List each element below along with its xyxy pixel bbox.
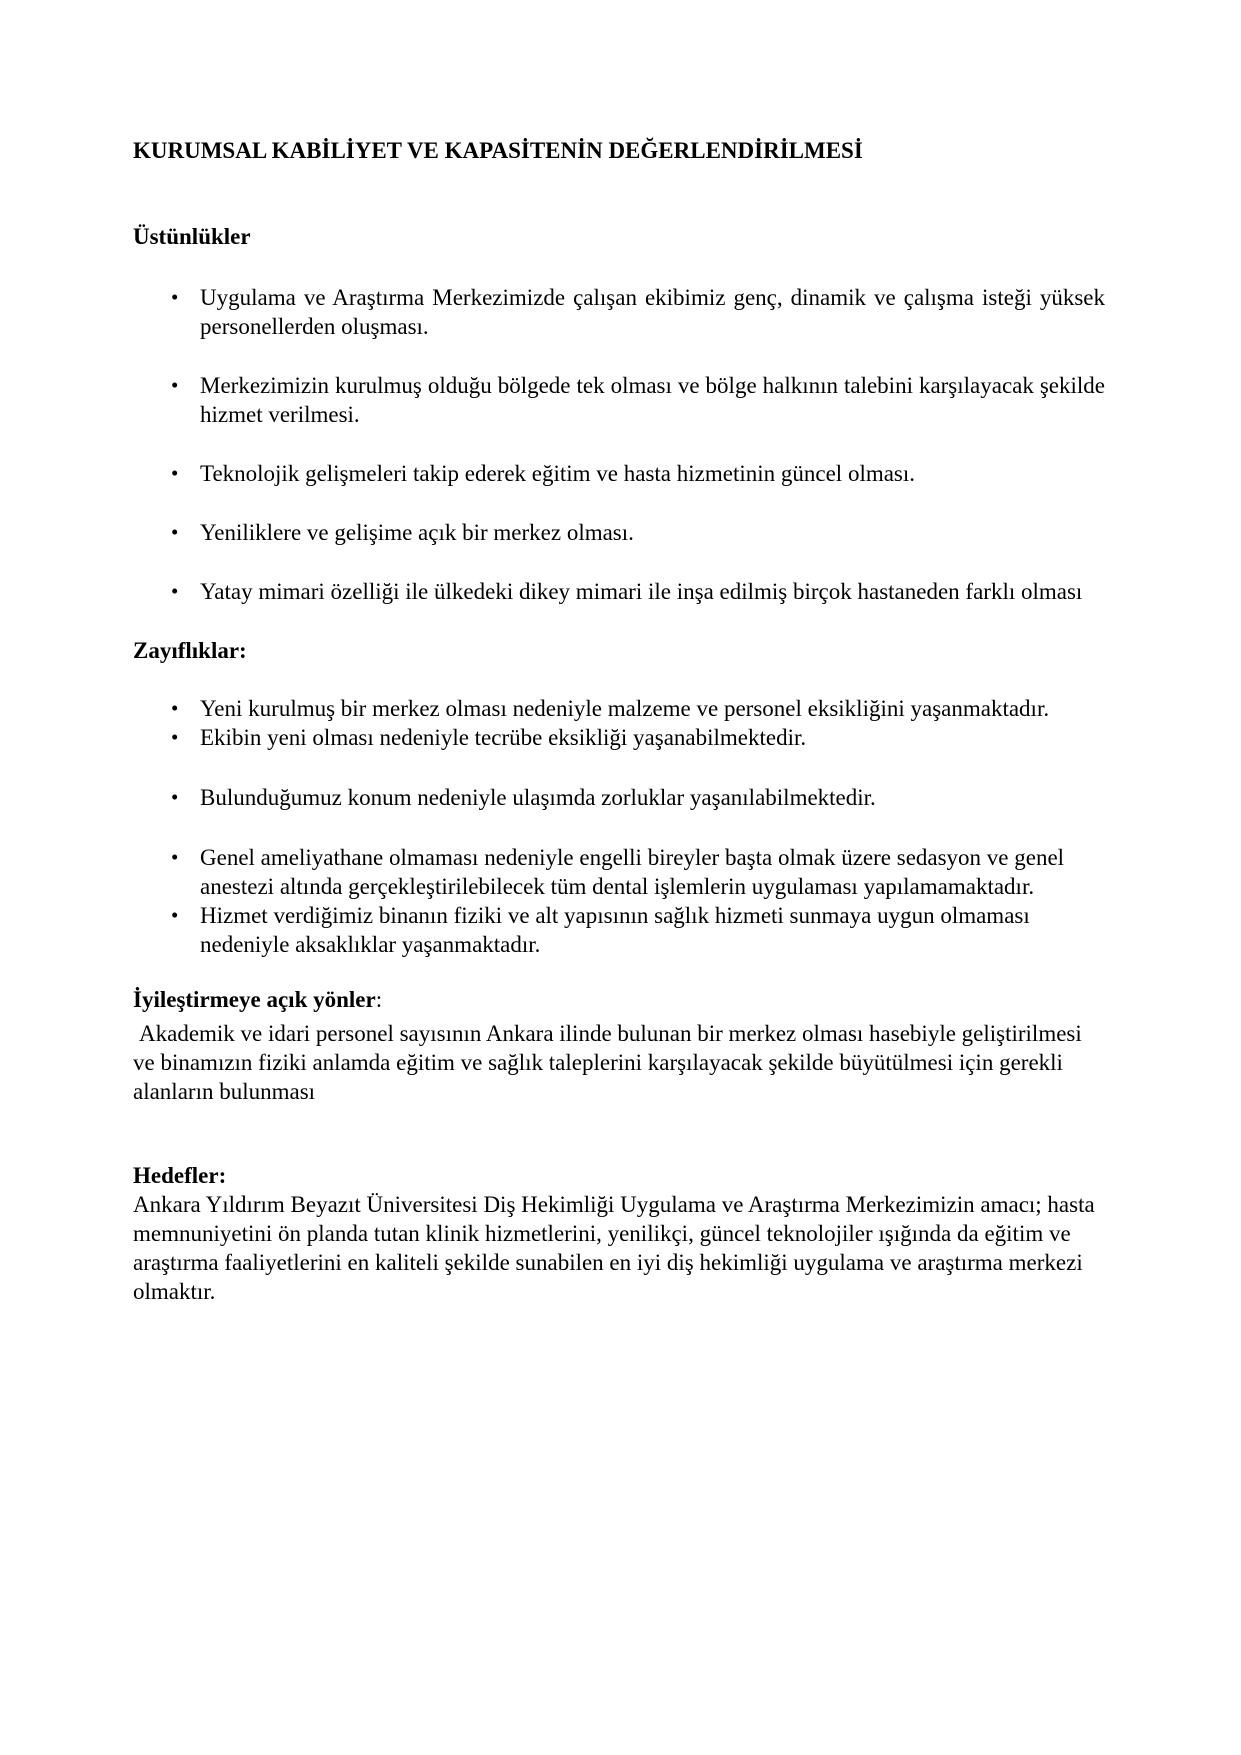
- bullet-icon: •: [171, 725, 179, 749]
- list-item-text: Merkezimizin kurulmuş olduğu bölgede tek olması ve bölge halkının talebini karşılayacak şekilde hizmet verilmesi.: [200, 373, 1105, 427]
- list-item: [133, 901, 1105, 959]
- bullet-icon: •: [171, 785, 179, 809]
- bullet-icon: •: [171, 845, 179, 869]
- list-item: [133, 371, 1105, 429]
- improvements-heading-label: İyileştirmeye açık yönler: [133, 987, 376, 1012]
- list-item: [133, 577, 1105, 606]
- improvements-paragraph: Akademik ve idari personel sayısının Ankara ilinde bulunan bir merkez olması hasebiyle geliştirilmesi ve binamızın fiziki anlamda eğitim ve sağlık taleplerini karşılayacak şekilde büyütülmesi için gerekli alanların bulunması: [133, 1021, 1082, 1104]
- weaknesses-heading: Zayıflıklar:: [133, 638, 247, 663]
- list-item: [133, 283, 1105, 341]
- bullet-icon: •: [171, 903, 179, 927]
- list-item-text: Teknolojik gelişmeleri takip ederek eğitim ve hasta hizmetinin güncel olması.: [200, 461, 916, 486]
- bullet-icon: •: [171, 373, 179, 397]
- list-item-text: Uygulama ve Araştırma Merkezimizde çalışan ekibimiz genç, dinamik ve çalışma isteği yüksek personellerden oluşması.: [200, 285, 1105, 339]
- bullet-icon: •: [171, 520, 179, 544]
- improvements-heading-colon: :: [375, 987, 383, 1012]
- improvements-heading: [133, 985, 1105, 1014]
- list-item: [133, 723, 1105, 752]
- list-item-text: Genel ameliyathane olmaması nedeniyle engelli bireyler başta olmak üzere sedasyon ve genel anestezi altında gerçekleştirilebilecek tüm dental işlemlerin uygulaması yapılamamaktadır.: [200, 845, 1065, 899]
- goals-heading: Hedefler:: [133, 1163, 227, 1188]
- list-item: [133, 843, 1105, 901]
- list-item-text: Ekibin yeni olması nedeniyle tecrübe eksikliği yaşanabilmektedir.: [200, 725, 807, 750]
- list-item-text: Yeni kurulmuş bir merkez olması nedeniyle malzeme ve personel eksikliğini yaşanmaktadır.: [200, 696, 1050, 721]
- list-item: [133, 518, 1105, 547]
- list-item-text: Bulunduğumuz konum nedeniyle ulaşımda zorluklar yaşanılabilmektedir.: [200, 785, 876, 810]
- bullet-icon: •: [171, 579, 179, 603]
- weaknesses-list: [133, 694, 1105, 959]
- document-title: KURUMSAL KABİLİYET VE KAPASİTENİN DEĞERLENDİRİLMESİ: [133, 138, 863, 163]
- bullet-icon: •: [171, 285, 179, 309]
- list-item: [133, 783, 1105, 812]
- bullet-icon: •: [171, 696, 179, 720]
- list-item: [133, 694, 1105, 723]
- strengths-heading: Üstünlükler: [133, 224, 251, 249]
- goals-paragraph: Ankara Yıldırım Beyazıt Üniversitesi Diş Hekimliği Uygulama ve Araştırma Merkezimizin amacı; hasta memnuniyetini ön planda tutan klinik hizmetlerini, yenilikçi, güncel teknolojiler ışığında da eğitim ve araştırma faaliyetlerini en kaliteli şekilde sunabilen en iyi diş hekimliği uygulama ve araştırma merkezi olmaktır.: [133, 1192, 1095, 1304]
- list-item-text: Yeniliklere ve gelişime açık bir merkez olması.: [200, 520, 634, 545]
- list-item-text: Yatay mimari özelliği ile ülkedeki dikey mimari ile inşa edilmiş birçok hastaneden farklı olması: [200, 579, 1083, 604]
- strengths-list: [133, 283, 1105, 606]
- list-item-text: Hizmet verdiğimiz binanın fiziki ve alt yapısının sağlık hizmeti sunmaya uygun olmaması nedeniyle aksaklıklar yaşanmaktadır.: [200, 903, 1030, 957]
- list-item: [133, 459, 1105, 488]
- bullet-icon: •: [171, 461, 179, 485]
